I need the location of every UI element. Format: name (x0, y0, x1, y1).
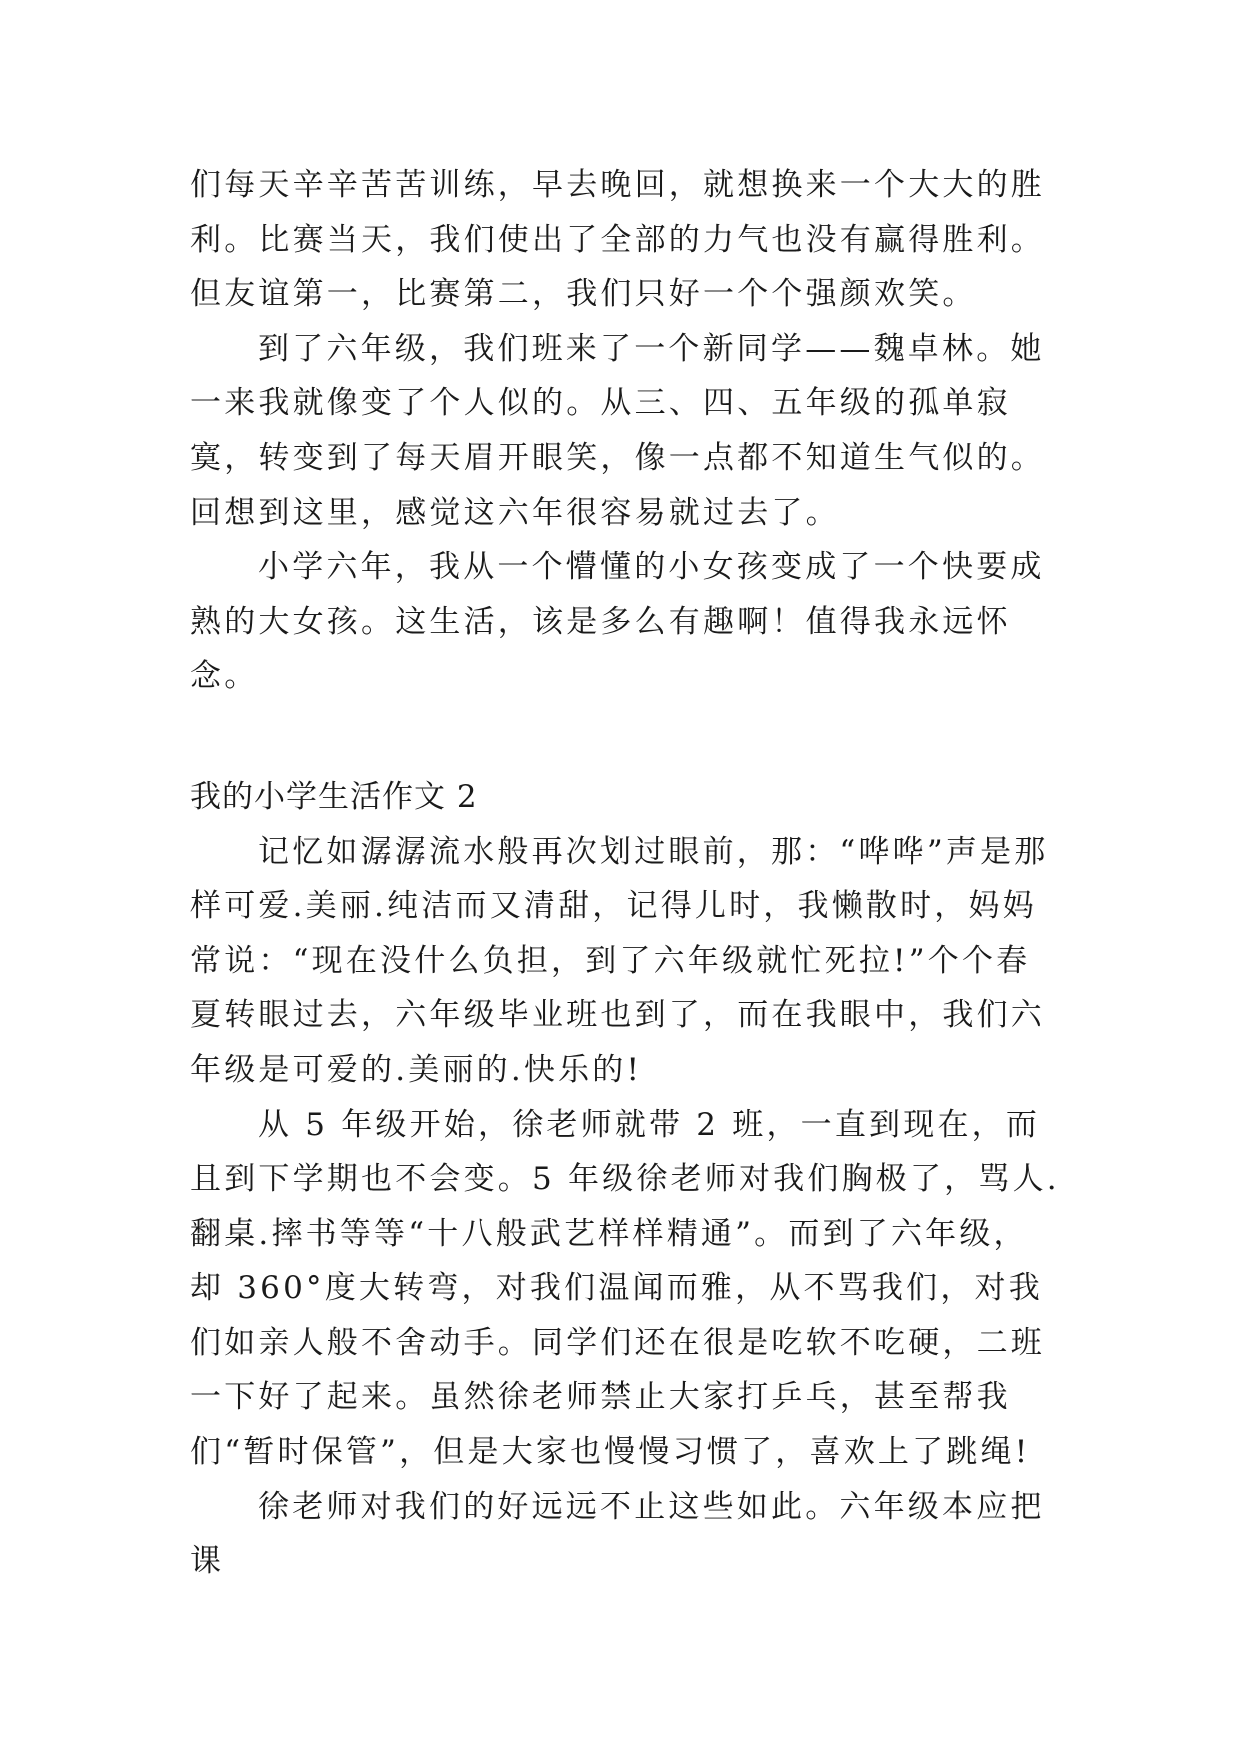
paragraph-teacher-xu: 从 5 年级开始，徐老师就带 2 班，一直到现在，而且到下学期也不会变。5 年级徐老师对我们胸极了，骂人.翻桌.摔书等等“十八般武艺样样精通”。而到了六年级，却 360°度大转弯，对我们温闻而雅，从不骂我们，对我们如亲人般不舍动手。同学们还在很是吃软不吃硬，二班一下好了起来。虽然徐老师禁止大家打乒乓，甚至帮我们“暂时保管”，但是大家也慢慢习惯了，喜欢上了跳绳! (190, 1106, 1060, 1471)
paragraph-memory: 记忆如潺潺流水般再次划过眼前，那：“哗哗”声是那样可爱.美丽.纯洁而又清甜，记得儿时，我懒散时，妈妈常说：“现在没什么负担，到了六年级就忙死拉!”个个春夏转眼过去，六年级毕业班也到了，而在我眼中，我们六年级是可爱的.美丽的.快乐的! (190, 833, 1049, 1088)
document-body (190, 158, 1060, 1589)
paragraph-new-classmate: 到了六年级，我们班来了一个新同学——魏卓林。她一来我就像变了个人似的。从三、四、五年级的孤单寂寞，转变到了每天眉开眼笑，像一点都不知道生气似的。回想到这里，感觉这六年很容易就过去了。 (190, 330, 1045, 531)
paragraph-conclusion: 小学六年，我从一个懵懂的小女孩变成了一个快要成熟的大女孩。这生活，该是多么有趣啊！值得我永远怀念。 (190, 549, 1045, 695)
section-title: 我的小学生活作文 2 (190, 778, 478, 815)
paragraph-teacher-kindness: 徐老师对我们的好远远不止这些如此。六年级本应把课 (190, 1488, 1045, 1580)
paragraph-continued: 们每天辛辛苦苦训练，早去晚回，就想换来一个大大的胜利。比赛当天，我们使出了全部的力气也没有赢得胜利。但友谊第一，比赛第二，我们只好一个个强颜欢笑。 (190, 167, 1045, 313)
